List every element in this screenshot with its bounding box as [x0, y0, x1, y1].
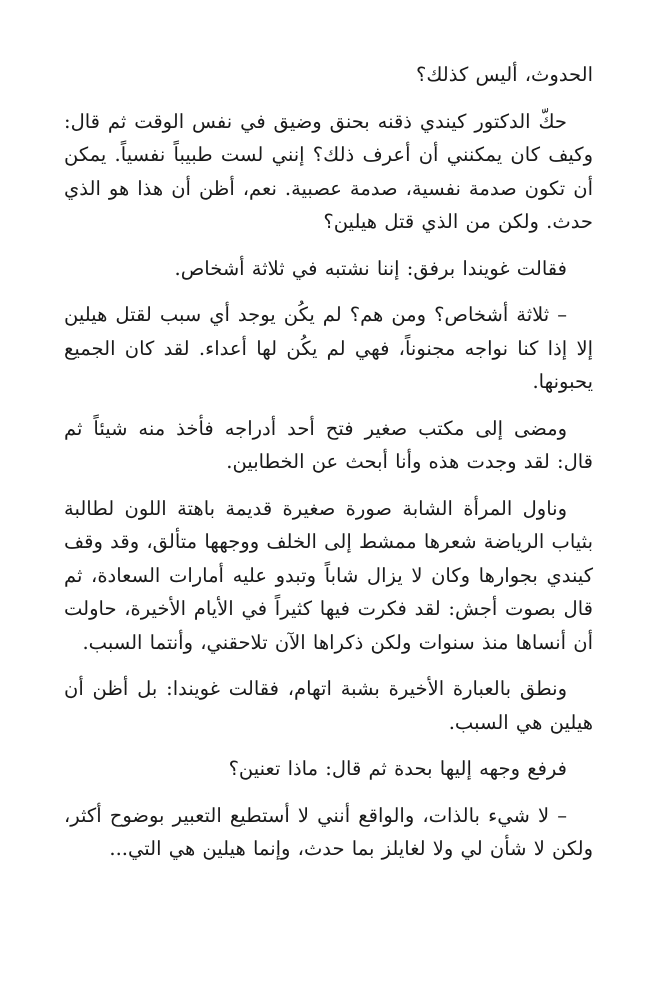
paragraph: ومضى إلى مكتب صغير فتح أحد أدراجه فأخذ منه شيئاً ثم قال: لقد وجدت هذه وأنا أبحث عن الخطابين.	[64, 416, 593, 473]
paragraph: حكّ الدكتور كيندي ذقنه بحنق وضيق في نفس الوقت ثم قال: وكيف كان يمكنني أن أعرف ذلك؟ إنني لست طبيباً نفسياً. يمكن أن تكون صدمة نفسية، صدمة عصبية. نعم، أظن أن هذا هو الذي حدث. ولكن من الذي قتل هيلين؟	[64, 109, 593, 233]
paragraph: ونطق بالعبارة الأخيرة بشبة اتهام، فقالت غويندا: بل أظن أن هيلين هي السبب.	[64, 677, 593, 734]
paragraph: فقالت غويندا برفق: إننا نشتبه في ثلاثة أشخاص.	[174, 256, 567, 280]
paragraph: الحدوث، أليس كذلك؟	[416, 63, 593, 86]
paragraph: – ثلاثة أشخاص؟ ومن هم؟ لم يكُن يوجد أي سبب لقتل هيلين إلا إذا كنا نواجه مجنوناً، فهي لم يكُن لها أعداء. لقد كان الجميع يحبونها.	[64, 303, 593, 393]
paragraph: فرفع وجهه إليها بحدة ثم قال: ماذا تعنين؟	[228, 757, 567, 780]
paragraph: – لا شيء بالذات، والواقع أنني لا أستطيع التعبير بوضوح أكثر، ولكن لا شأن لي ولا لغايلز بما حدث، وإنما هيلين هي التي...	[64, 803, 593, 860]
paragraph: وناول المرأة الشابة صورة صغيرة قديمة باهتة اللون لطالبة بثياب الرياضة شعرها ممشط إلى الخلف ووجهها متألق، وقد وقف كيندي بجوارها وكان لا يزال شاباً وتبدو عليه أمارات السعادة، ثم قال بصوت أجش: لقد فكرت فيها كثيراً في الأيام الأخيرة، حاولت أن أنساها منذ سنوات ولكن ذكراها الآن تلاحقني، وأنتما السبب.	[64, 496, 593, 654]
